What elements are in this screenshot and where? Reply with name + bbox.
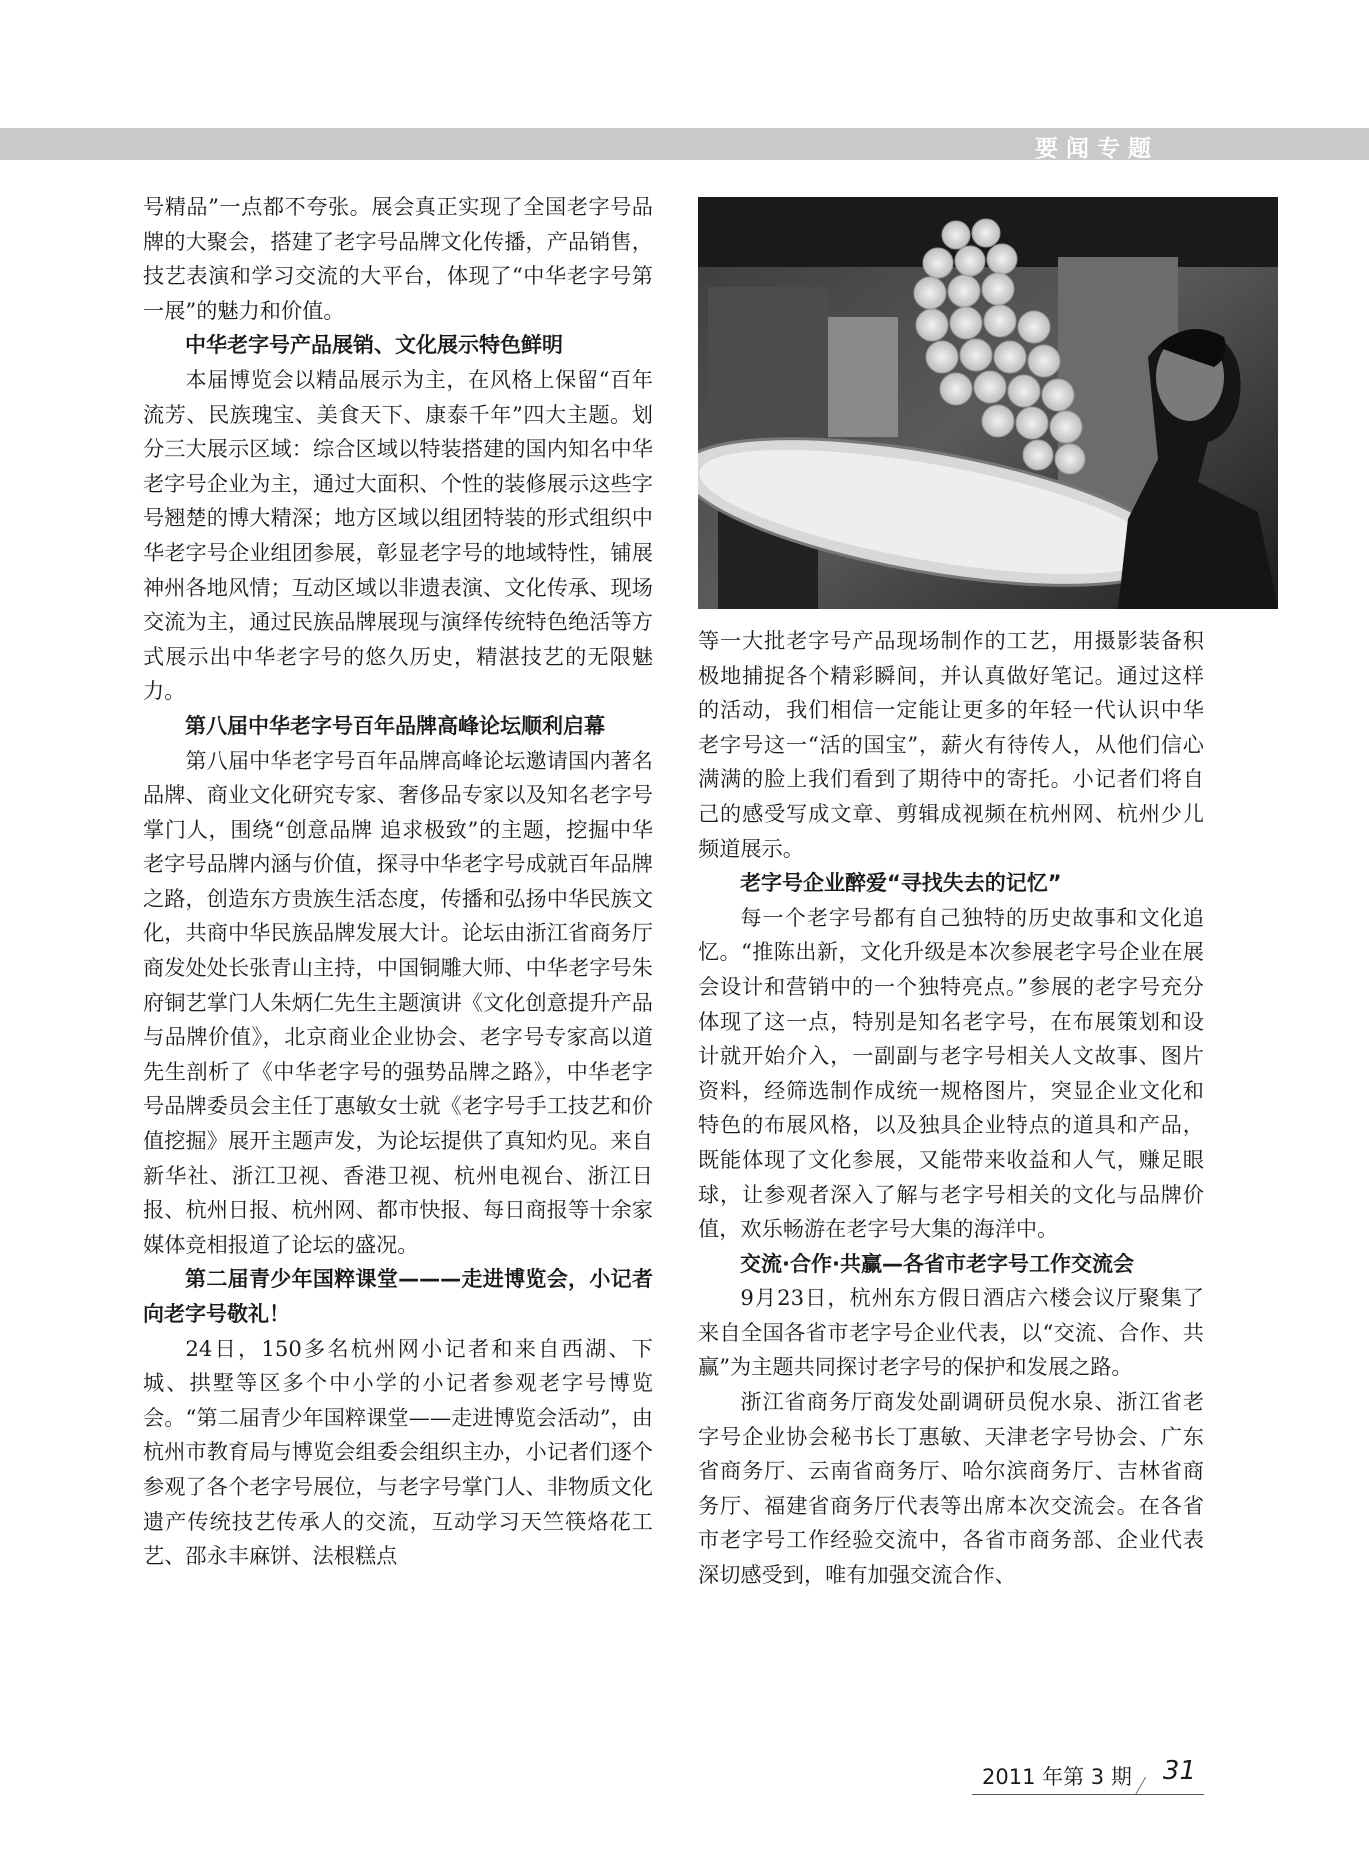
paragraph: 等一大批老字号产品现场制作的工艺，用摄影装备积极地捕捉各个精彩瞬间，并认真做好笔记。通过这样的活动，我们相信一定能让更多的年轻一代认识中华老字号这一“活的国宝”，薪火有待传人，从他们信心满满的脸上我们看到了期待中的寄托。小记者们将自己的感受写成文章、剪辑成视频在杭州网、杭州少儿频道展示。 — [698, 628, 1204, 861]
section-heading: 第二届青少年国粹课堂———走进博览会，小记者向老字号敬礼！ — [143, 1267, 653, 1326]
paragraph: 9月23日，杭州东方假日酒店六楼会议厅聚集了来自全国各省市老字号企业代表，以“交流、合作、共赢”为主题共同探讨老字号的保护和发展之路。 — [698, 1285, 1204, 1380]
paragraph: 24日，150多名杭州网小记者和来自西湖、下城、拱墅等区多个中小学的小记者参观老字号博览会。“第二届青少年国粹课堂——走进博览会活动”，由杭州市教育局与博览会组委会组织主办，小记者们逐个参观了各个老字号展位，与老字号掌门人、非物质文化遗产传统技艺传承人的交流，互动学习天竺筷烙花工艺、邵永丰麻饼、法根糕点 — [143, 1335, 653, 1569]
section-heading: 第八届中华老字号百年品牌高峰论坛顺利启幕 — [185, 713, 605, 738]
header-band — [0, 128, 1369, 160]
paragraph: 浙江省商务厅商发处副调研员倪水泉、浙江省老字号企业协会秘书长丁惠敏、天津老字号协会、广东省商务厅、云南省商务厅、哈尔滨商务厅、吉林省商务厅、福建省商务厅代表等出席本次交流会。在各省市老字号工作经验交流中，各省市商务部、企业代表深切感受到，唯有加强交流合作、 — [698, 1389, 1204, 1588]
article-photo — [698, 197, 1278, 609]
section-heading: 交流·合作·共赢—各省市老字号工作交流会 — [740, 1251, 1134, 1276]
page-footer — [972, 1755, 1204, 1795]
footer-tick — [1135, 1777, 1146, 1795]
page-number: 31 — [1162, 1756, 1196, 1786]
footer-rule — [972, 1794, 1204, 1795]
paragraph: 第八届中华老字号百年品牌高峰论坛邀请国内著名品牌、商业文化研究专家、奢侈品专家以及知名老字号掌门人，围绕“创意品牌 追求极致”的主题，挖掘中华老字号品牌内涵与价值，探寻中华老字号成就百年品牌之路，创造东方贵族生活态度，传播和弘扬中华民族文化，共商中华民族品牌发展大计。论坛由浙江省商务厅商发处处长张青山主持，中国铜雕大师、中华老字号朱府铜艺掌门人朱炳仁先生主题演讲《文化创意提升产品与品牌价值》，北京商业企业协会、老字号专家高以道先生剖析了《中华老字号的强势品牌之路》，中华老字号品牌委员会主任丁惠敏女士就《老字号手工技艺和价值挖掘》展开主题声发，为论坛提供了真知灼见。来自新华社、浙江卫视、香港卫视、杭州电视台、浙江日报、杭州日报、杭州网、都市快报、每日商报等十余家媒体竞相报道了论坛的盛况。 — [143, 747, 653, 1257]
paragraph: 每一个老字号都有自己独特的历史故事和文化追忆。“推陈出新，文化升级是本次参展老字号企业在展会设计和营销中的一个独特亮点。”参展的老字号充分体现了这一点，特别是知名老字号，在布展策划和设计就开始介入，一副副与老字号相关人文故事、图片资料，经筛选制作成统一规格图片，突显企业文化和特色的布展风格，以及独具企业特点的道具和产品，既能体现了文化参展，又能带来收益和人气，赚足眼球，让参观者深入了解与老字号相关的文化与品牌价值，欢乐畅游在老字号大集的海洋中。 — [698, 904, 1204, 1242]
paragraph: 本届博览会以精品展示为主，在风格上保留“百年流芳、民族瑰宝、美食天下、康泰千年”四大主题。划分三大展示区域：综合区域以特装搭建的国内知名中华老字号企业为主，通过大面积、个性的装修展示这些字号翘楚的博大精深；地方区域以组团特装的形式组织中华老字号企业组团参展，彰显老字号的地域特性，铺展神州各地风情；互动区域以非遗表演、文化传承、现场交流为主，通过民族品牌展现与演绎传统特色绝活等方式展示出中华老字号的悠久历史，精湛技艺的无限魅力。 — [143, 366, 653, 704]
section-label: 要闻专题 — [1035, 136, 1159, 162]
left-column — [143, 190, 653, 1574]
section-heading: 中华老字号产品展销、文化展示特色鲜明 — [185, 333, 563, 358]
section-heading: 老字号企业醉爱“寻找失去的记忆” — [740, 871, 1062, 896]
issue-label: 2011 年第 3 期 — [982, 1765, 1132, 1789]
right-column — [698, 624, 1204, 1593]
paragraph: 号精品”一点都不夸张。展会真正实现了全国老字号品牌的大聚会，搭建了老字号品牌文化传播，产品销售，技艺表演和学习交流的大平台，体现了“中华老字号第一展”的魅力和价值。 — [143, 194, 653, 323]
